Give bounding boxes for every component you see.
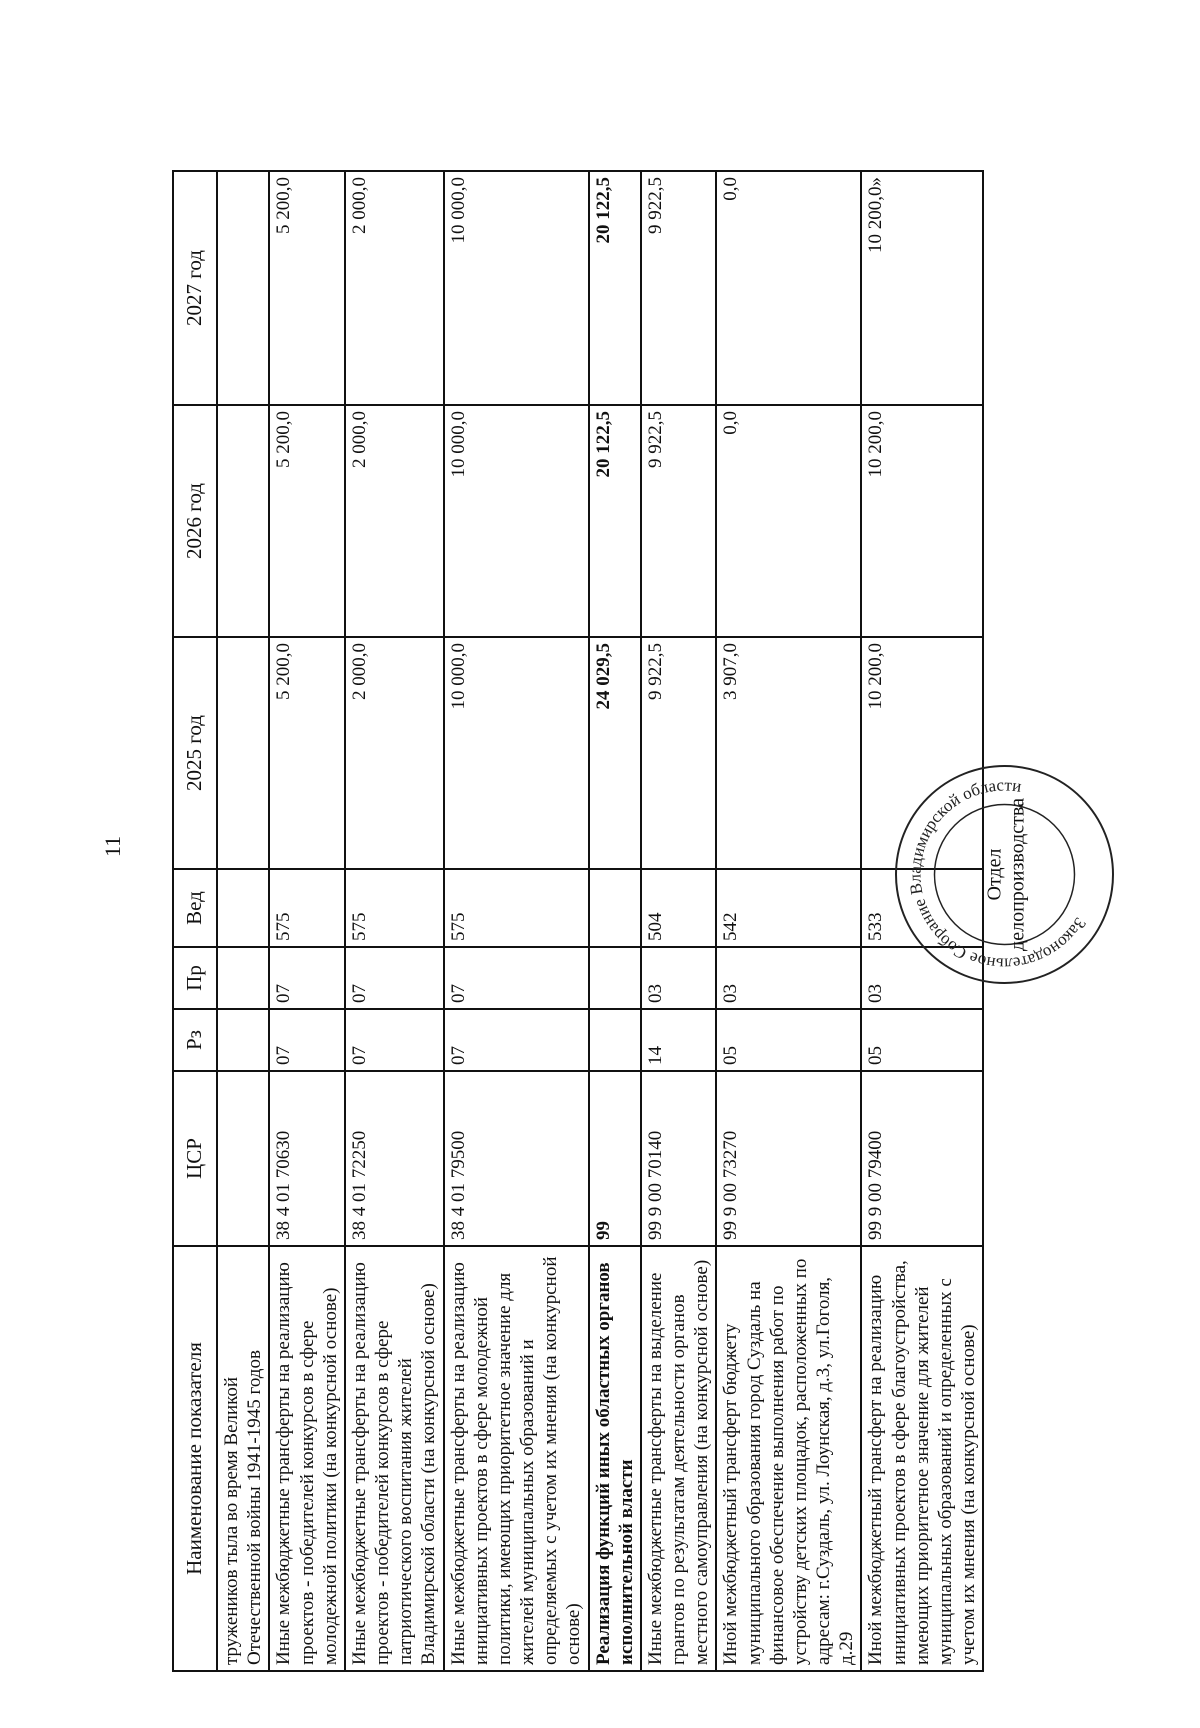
row-2027: 0,0 <box>716 171 861 405</box>
row-csr: 38 4 01 70630 <box>269 1071 345 1246</box>
row-2026: 20 122,5 <box>589 405 641 637</box>
table-row <box>641 171 717 1671</box>
row-2026 <box>217 405 269 637</box>
row-pr: 03 <box>861 947 983 1009</box>
row-rz: 07 <box>345 1009 444 1071</box>
header-rz: Рз <box>173 1009 217 1071</box>
row-csr: 99 9 00 73270 <box>716 1071 861 1246</box>
row-pr: 07 <box>269 947 345 1009</box>
table-row <box>217 171 269 1671</box>
row-csr: 38 4 01 79500 <box>444 1071 589 1246</box>
row-2025 <box>217 637 269 869</box>
header-name: Наименование показателя <box>173 1246 217 1671</box>
row-2025: 3 907,0 <box>716 637 861 869</box>
row-name: Иные межбюджетные трансферты на реализацию инициативных проектов в сфере молодежной политики, имеющих приоритетное значение для жителей муниципальных образований и определяемых с учетом их мнения (на конкурсной основе) <box>444 1246 589 1671</box>
row-pr: 07 <box>345 947 444 1009</box>
row-ved: 504 <box>641 869 717 947</box>
row-2027: 9 922,5 <box>641 171 717 405</box>
budget-table <box>172 170 984 1672</box>
row-rz: 14 <box>641 1009 717 1071</box>
row-2026: 10 000,0 <box>444 405 589 637</box>
row-ved: 533 <box>861 869 983 947</box>
row-csr: 38 4 01 72250 <box>345 1071 444 1246</box>
row-pr: 03 <box>641 947 717 1009</box>
row-2027 <box>217 171 269 405</box>
row-rz: 07 <box>444 1009 589 1071</box>
row-ved <box>589 869 641 947</box>
row-rz <box>589 1009 641 1071</box>
row-2027: 2 000,0 <box>345 171 444 405</box>
row-name: Иной межбюджетный трансферт бюджету муниципального образования город Суздаль на финансовое обеспечение выполнения работ по устройству детских площадок, расположенных по адресам: г.Суздаль, ул. Лоунская, д.3, ул.Гоголя, д.29 <box>716 1246 861 1671</box>
row-ved: 575 <box>269 869 345 947</box>
row-ved: 575 <box>345 869 444 947</box>
row-2025: 2 000,0 <box>345 637 444 869</box>
row-2026: 5 200,0 <box>269 405 345 637</box>
row-2025: 10 200,0 <box>861 637 983 869</box>
table-row <box>269 171 345 1671</box>
row-2027: 10 000,0 <box>444 171 589 405</box>
table-row <box>444 171 589 1671</box>
row-rz <box>217 1009 269 1071</box>
stamp-line-1: Отдел <box>983 848 1005 901</box>
row-pr: 03 <box>716 947 861 1009</box>
row-2026: 2 000,0 <box>345 405 444 637</box>
row-2025: 9 922,5 <box>641 637 717 869</box>
page-number: 11 <box>100 835 125 857</box>
row-name: Реализация функций иных областных органов исполнительной власти <box>589 1246 641 1671</box>
header-2025: 2025 год <box>173 637 217 869</box>
row-2027: 20 122,5 <box>589 171 641 405</box>
row-ved <box>217 869 269 947</box>
row-name: Иной межбюджетный трансферт на реализацию инициативных проектов в сфере благоустройства, имеющих приоритетное значение для жителей муниципальных образований и определенных с учетом их мнения (на конкурсной основе) <box>861 1246 983 1671</box>
stamp-center <box>899 760 1114 990</box>
table-row <box>589 171 641 1671</box>
official-stamp <box>895 765 1114 984</box>
table-row <box>716 171 861 1671</box>
row-rz: 07 <box>269 1009 345 1071</box>
header-pr: Пр <box>173 947 217 1009</box>
row-rz: 05 <box>861 1009 983 1071</box>
row-2026: 10 200,0 <box>861 405 983 637</box>
row-ved: 542 <box>716 869 861 947</box>
row-2025: 24 029,5 <box>589 637 641 869</box>
stamp-line-2: делопроизводства <box>1006 798 1028 951</box>
stamp-ring-text: Законодательное Собрание Владимирской области <box>905 775 1090 974</box>
header-ved: Вед <box>173 869 217 947</box>
row-name: Иные межбюджетные трансферты на выделение грантов по результатам деятельности органов местного самоуправления (на конкурсной основе) <box>641 1246 717 1671</box>
header-2027: 2027 год <box>173 171 217 405</box>
row-name: Иные межбюджетные трансферты на реализацию проектов - победителей конкурсов в сфере патриотического воспитания жителей Владимирской области (на конкурсной основе) <box>345 1246 444 1671</box>
row-2025: 10 000,0 <box>444 637 589 869</box>
header-csr: ЦСР <box>173 1071 217 1246</box>
row-ved: 575 <box>444 869 589 947</box>
row-csr: 99 <box>589 1071 641 1246</box>
table-header-row <box>173 171 217 1671</box>
row-2026: 9 922,5 <box>641 405 717 637</box>
row-pr <box>589 947 641 1009</box>
row-2027: 10 200,0» <box>861 171 983 405</box>
row-pr <box>217 947 269 1009</box>
row-csr: 99 9 00 70140 <box>641 1071 717 1246</box>
row-rz: 05 <box>716 1009 861 1071</box>
row-csr: 99 9 00 79400 <box>861 1071 983 1246</box>
row-2025: 5 200,0 <box>269 637 345 869</box>
row-name: Иные межбюджетные трансферты на реализацию проектов - победителей конкурсов в сфере молодежной политики (на конкурсной основе) <box>269 1246 345 1671</box>
table-row <box>345 171 444 1671</box>
row-name: тружеников тыла во время Великой Отечественной войны 1941-1945 годов <box>217 1246 269 1671</box>
header-2026: 2026 год <box>173 405 217 637</box>
row-pr: 07 <box>444 947 589 1009</box>
row-2027: 5 200,0 <box>269 171 345 405</box>
row-csr <box>217 1071 269 1246</box>
row-2026: 0,0 <box>716 405 861 637</box>
